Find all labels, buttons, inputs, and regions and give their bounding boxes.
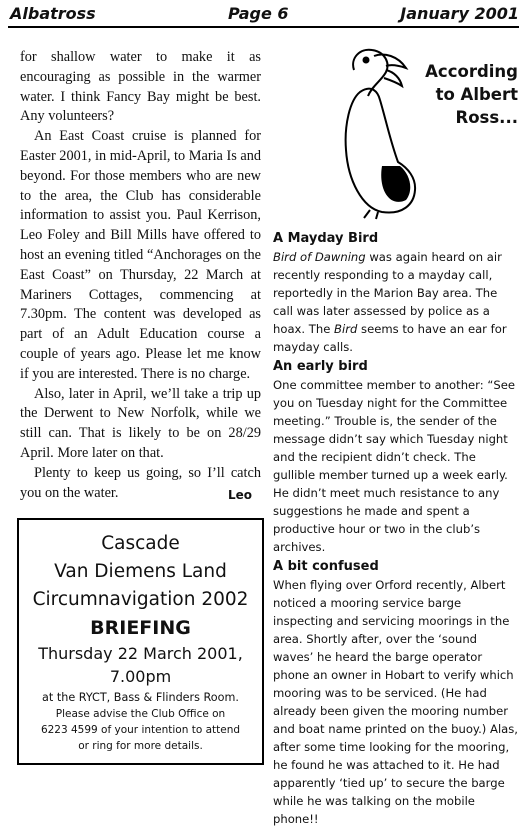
briefing-note: Please advise the Club Office on [55, 708, 226, 720]
heading-line: to Albert [435, 85, 518, 104]
briefing-box [17, 518, 264, 765]
briefing-note: 6223 4599 of your intention to attend [40, 724, 241, 736]
left-column [20, 48, 261, 503]
briefing-venue: at the RYCT, Bass & Flinders Room. [42, 691, 239, 704]
column-heading [400, 60, 518, 129]
article-body: When flying over Orford recently, Albert noticed a mooring service barge inspecting and servicing moorings in the area. Shortly after, over the ‘sound waves’ he heard the barge operator phone an owner in Hobart to verify which mooring was to be serviced. (He had already been given the mooring number and boat name printed on the buoy.) Alas, after some time looking for the mooring, he found he was attached to it. He had apparently ‘tied up’ to secure the barge while he was talking on the mobile phone!! [273, 578, 518, 826]
header-rule [8, 26, 519, 28]
heading-line: Ross... [455, 108, 518, 127]
issue-date: January 2001 [400, 4, 519, 23]
briefing-line: Circumnavigation 2002 [32, 589, 249, 610]
paragraph: for shallow water to make it as encouraging as possible in the warmer water. I think Fancy Bay might be best. Any volunteers? [20, 49, 261, 125]
briefing-line: Cascade [101, 533, 180, 554]
article-body: Bird of Dawning was again heard on air recently responding to a mayday call, reportedly in the Marion Bay area. The call was later assessed by police as a hoax. The Bird seems to have an ear for mayday calls. [273, 250, 507, 354]
briefing-date: Thursday 22 March 2001, [38, 644, 243, 663]
briefing-heading: BRIEFING [90, 617, 191, 639]
paragraph: Also, later in April, we’ll take a trip up the Derwent to New Norfolk, while we still can. That is likely to be on 28/29 April. More later on that. [20, 385, 261, 461]
briefing-line: Van Diemens Land [54, 561, 227, 582]
signature: Leo [228, 488, 253, 502]
page-header [0, 4, 527, 26]
paragraph: Plenty to keep us going, so I’ll catch you on the water. [20, 464, 261, 501]
briefing-note: or ring for more details. [78, 740, 203, 752]
newsletter-title: Albatross [10, 4, 96, 23]
article-title: A bit confused [273, 559, 379, 574]
paragraph: An East Coast cruise is planned for Easter 2001, in mid-April, to Maria Is and beyond. For those members who are new to the area, the Club has considerable information to assist you. Paul Kerrison, Leo Foley and Bill Mills have offered to host an evening titled “Anchorages on the East Coast” on Thursday, 22 March at Mariners Cottages, commencing at 7.30pm. The content was developed as part of an Adult Education course a couple of years ago. Please let me know if you are interested. There is no charge. [20, 128, 262, 382]
article-body: One committee member to another: “See you on Tuesday night for the Committee meeting.” Trouble is, the sender of the message didn’t say which Tuesday night and the recipient didn’t check. The gullible member turned up a week early. He didn’t meet much resistance to any suggestions he made and spent a productive hour or two in the club’s archives. [273, 378, 515, 554]
page-number: Page 6 [228, 4, 289, 23]
article-title: A Mayday Bird [273, 231, 379, 246]
briefing-time: 7.00pm [109, 667, 172, 686]
heading-line: According [425, 62, 518, 81]
article-title: An early bird [273, 359, 368, 374]
right-column [273, 230, 518, 830]
